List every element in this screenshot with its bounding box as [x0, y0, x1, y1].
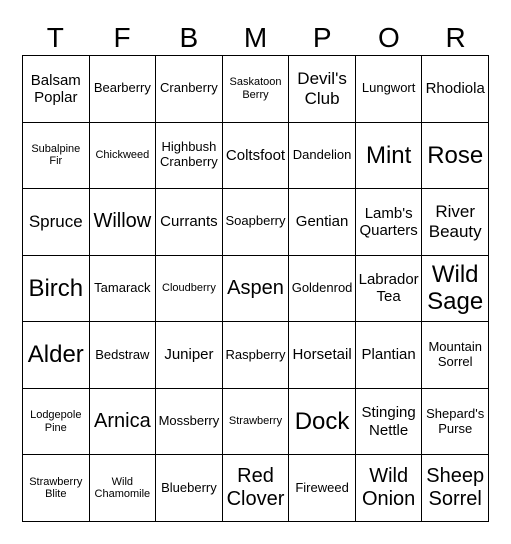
bingo-cell: Dandelion	[289, 123, 356, 190]
bingo-cell: Tamarack	[90, 256, 157, 323]
header-letter-p: P	[312, 22, 332, 53]
bingo-cell: Saskatoon Berry	[223, 56, 290, 123]
bingo-cell: Spruce	[23, 189, 90, 256]
bingo-cell: Plantian	[356, 322, 423, 389]
bingo-cell: Alder	[23, 322, 90, 389]
bingo-cell: Birch	[23, 256, 90, 323]
header-letter-f: F	[113, 22, 131, 53]
header-letter-t: T	[46, 22, 64, 53]
bingo-header	[22, 20, 489, 56]
bingo-cell: Fireweed	[289, 455, 356, 522]
bingo-cell: Arnica	[90, 389, 157, 456]
bingo-cell: Balsam Poplar	[23, 56, 90, 123]
bingo-cell: Aspen	[223, 256, 290, 323]
bingo-cell: Wild Onion	[356, 455, 423, 522]
bingo-cell: Dock	[289, 389, 356, 456]
bingo-cell: Strawberry Blite	[23, 455, 90, 522]
header-letter-m: M	[243, 22, 268, 53]
bingo-cell: Subalpine Fir	[23, 123, 90, 190]
bingo-cell: Stinging Nettle	[356, 389, 423, 456]
bingo-cell: Wild Chamomile	[90, 455, 157, 522]
bingo-cell: Coltsfoot	[223, 123, 290, 190]
bingo-cell: Juniper	[156, 322, 223, 389]
bingo-cell: Bearberry	[90, 56, 157, 123]
bingo-cell: River Beauty	[422, 189, 489, 256]
bingo-cell: Lodgepole Pine	[23, 389, 90, 456]
bingo-cell: Lamb's Quarters	[356, 189, 423, 256]
bingo-cell: Goldenrod	[289, 256, 356, 323]
bingo-cell: Soapberry	[223, 189, 290, 256]
bingo-cell: Blueberry	[156, 455, 223, 522]
header-letter-b: B	[179, 22, 199, 53]
bingo-cell: Willow	[90, 189, 157, 256]
bingo-cell: Currants	[156, 189, 223, 256]
header-letter-r: R	[445, 22, 466, 53]
bingo-cell: Horsetail	[289, 322, 356, 389]
bingo-cell: Gentian	[289, 189, 356, 256]
bingo-cell: Cranberry	[156, 56, 223, 123]
bingo-grid	[22, 55, 489, 522]
bingo-cell: Bedstraw	[90, 322, 157, 389]
bingo-cell: Chickweed	[90, 123, 157, 190]
bingo-cell: Mountain Sorrel	[422, 322, 489, 389]
bingo-cell: Highbush Cranberry	[156, 123, 223, 190]
bingo-cell: Sheep Sorrel	[422, 455, 489, 522]
bingo-cell: Raspberry	[223, 322, 290, 389]
bingo-cell: Cloudberry	[156, 256, 223, 323]
bingo-cell: Rhodiola	[422, 56, 489, 123]
bingo-cell: Mint	[356, 123, 423, 190]
bingo-cell: Devil's Club	[289, 56, 356, 123]
bingo-cell: Rose	[422, 123, 489, 190]
bingo-cell: Lungwort	[356, 56, 423, 123]
bingo-cell: Labrador Tea	[356, 256, 423, 323]
bingo-cell: Strawberry	[223, 389, 290, 456]
bingo-cell: Wild Sage	[422, 256, 489, 323]
bingo-cell: Mossberry	[156, 389, 223, 456]
bingo-cell: Red Clover	[223, 455, 290, 522]
header-letter-o: O	[378, 22, 400, 53]
bingo-cell: Shepard's Purse	[422, 389, 489, 456]
